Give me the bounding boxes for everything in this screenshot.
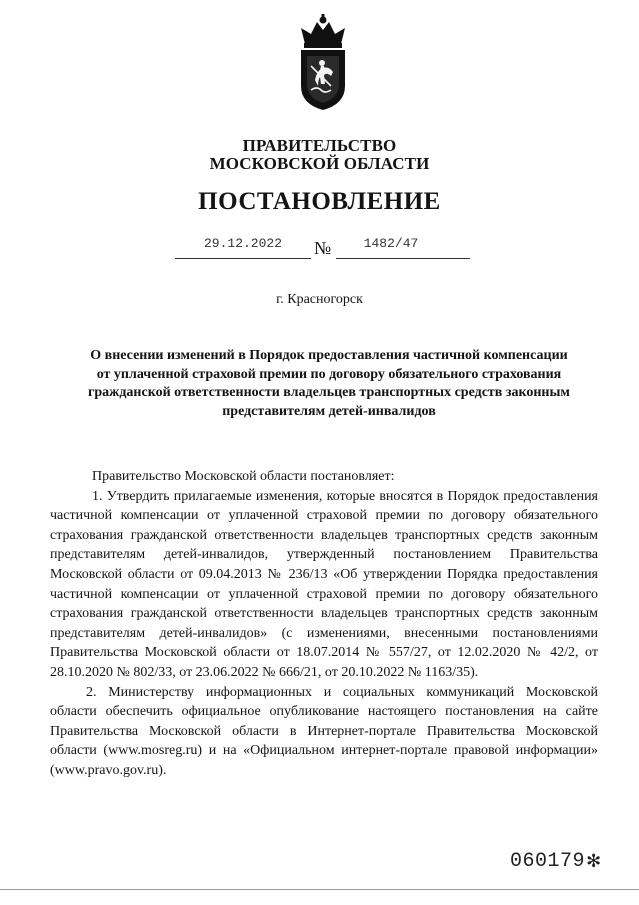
number-underline — [336, 258, 470, 259]
title-line: гражданской ответственности владельцев транспортных средств законным — [88, 385, 570, 400]
title-line: от уплаченной страховой премии по договору обязательного страхования — [96, 366, 562, 382]
government-name-line1: ПРАВИТЕЛЬСТВО — [242, 136, 397, 155]
serial-number-text: 060179 — [510, 849, 586, 873]
document-type-heading: ПОСТАНОВЛЕНИЕ — [198, 188, 441, 215]
title-line: представителям детей-инвалидов — [222, 403, 436, 419]
document-date: 29.12.2022 — [203, 236, 282, 251]
document-body — [50, 467, 598, 781]
document-title — [60, 347, 598, 421]
scan-edge-line — [0, 889, 639, 890]
serial-star-mark-icon: ✻ — [587, 849, 601, 874]
city-of-issue: г. Красногорск — [276, 292, 363, 307]
body-intro: Правительство Московской области постановляет: — [92, 469, 395, 484]
coat-of-arms-icon — [291, 14, 355, 112]
body-item-2: 2. Министерству информационных и социальных коммуникаций Московской области обеспечить официальное опубликование настоящего постановления на сайте Правительства Московской области в Интернет-портале Правительства Московской области (www.mosreg.ru) и на «Официальном интернет-портале правовой информации» (www.pravo.gov.ru). — [50, 684, 598, 778]
date-underline — [175, 258, 311, 259]
body-item-1: 1. Утвердить прилагаемые изменения, которые вносятся в Порядок предоставления частичной компенсации от уплаченной страховой премии по договору обязательного страхования гражданской ответственности владельцев транспортных средств законным представителям детей-инвалидов, утвержденный постановлением Правительства Московской области от 09.04.2013 № 236/13 «Об утверждении Порядка предоставления частичной компенсации от уплаченной страховой премии по договору обязательного страхования гражданской ответственности владельцев транспортных средств законным представителям детей-инвалидов» (с изменениями, внесенными постановлениями Правительства Московской области от 18.07.2014 № 557/27, от 12.02.2020 № 42/2, от 28.10.2020 № 802/33, от 23.06.2022 № 666/21, от 20.10.2022 № 1163/35). — [50, 488, 598, 680]
title-line: О внесении изменений в Порядок предоставления частичной компенсации — [90, 348, 568, 363]
government-name-line2: МОСКОВСКОЙ ОБЛАСТИ — [209, 154, 430, 173]
number-sign: № — [314, 238, 332, 258]
form-serial-number — [510, 848, 601, 874]
document-number: 1482/47 — [363, 236, 419, 251]
